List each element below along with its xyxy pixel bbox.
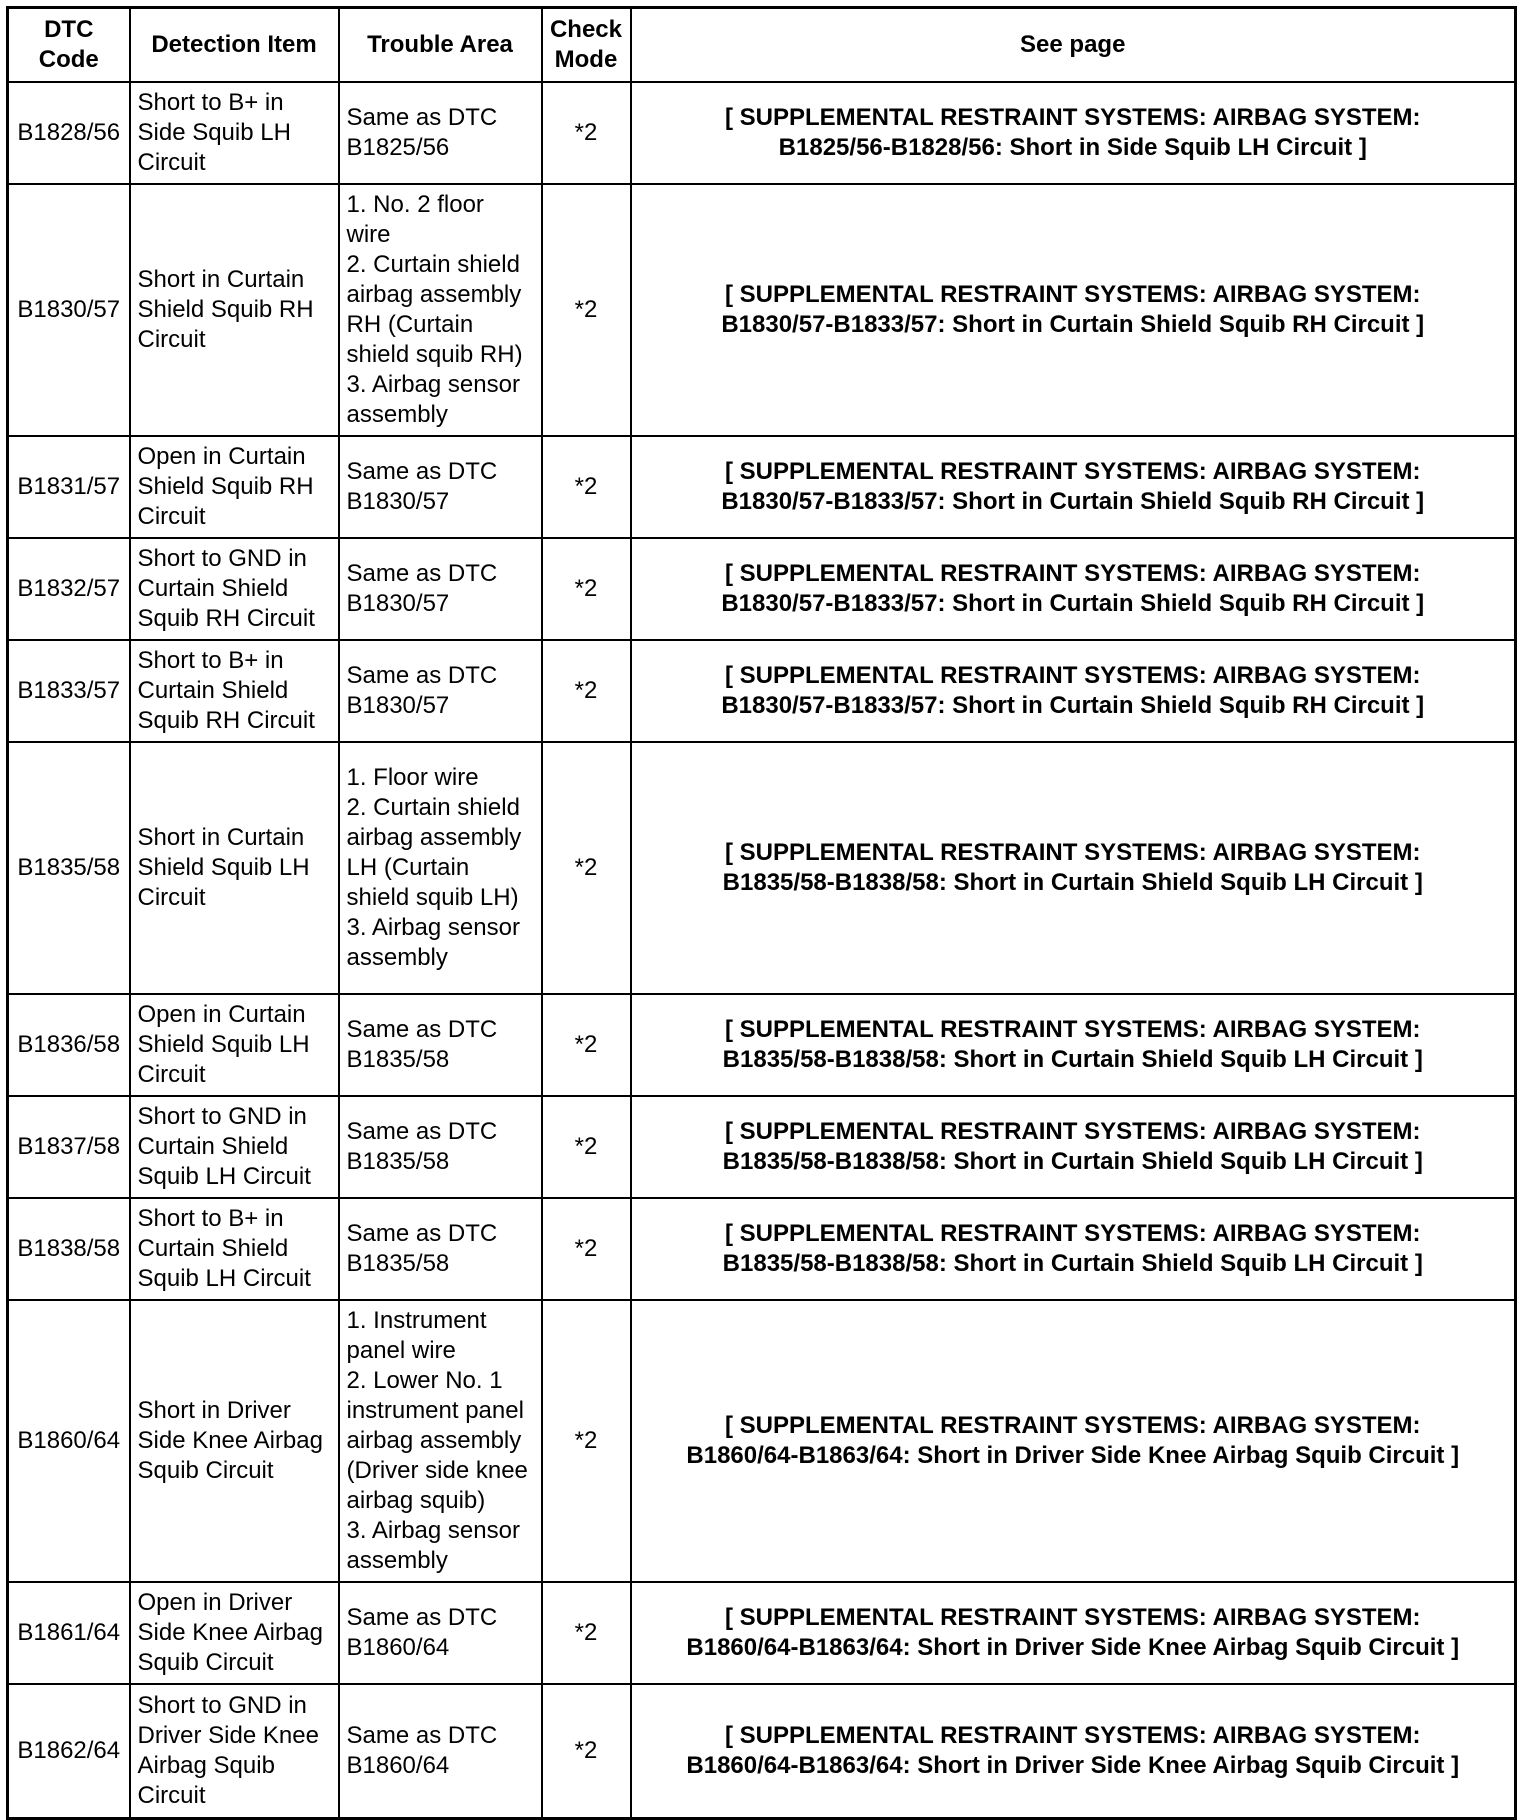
detection-item: Open in Driver Side Knee Airbag Squib Circuit	[137, 1589, 323, 1676]
check-mode-cell	[542, 184, 631, 436]
see-page-link[interactable]: [ SUPPLEMENTAL RESTRAINT SYSTEMS: AIRBAG SYSTEM: B1860/64-B1863/64: Short in Driver Side Knee Airbag Squib Circuit ]	[686, 1604, 1460, 1661]
trouble-area-cell	[339, 184, 542, 436]
table-row	[8, 640, 1516, 742]
detection-item-cell	[130, 1684, 339, 1819]
check-mode: *2	[574, 854, 598, 881]
detection-item-cell	[130, 1300, 339, 1582]
trouble-area-cell	[339, 538, 542, 640]
see-page-cell	[631, 1684, 1516, 1819]
trouble-area-cell	[339, 82, 542, 184]
trouble-area: Same as DTC B1830/57	[346, 560, 498, 617]
trouble-area-cell	[339, 1300, 542, 1582]
dtc-code: B1830/57	[17, 296, 121, 323]
detection-item: Short to B+ in Side Squib LH Circuit	[137, 89, 291, 176]
see-page-cell	[631, 1300, 1516, 1582]
detection-item: Short in Curtain Shield Squib RH Circuit	[137, 266, 314, 353]
table-row	[8, 1684, 1516, 1819]
detection-item-cell	[130, 184, 339, 436]
trouble-area: Same as DTC B1825/56	[346, 104, 498, 161]
see-page-cell	[631, 994, 1516, 1096]
dtc-code: B1833/57	[17, 677, 121, 704]
trouble-area: Same as DTC B1835/58	[346, 1118, 498, 1175]
col-header-see-page: See page	[631, 8, 1516, 83]
check-mode-cell	[542, 538, 631, 640]
see-page-cell	[631, 436, 1516, 538]
see-page-link[interactable]: [ SUPPLEMENTAL RESTRAINT SYSTEMS: AIRBAG SYSTEM: B1860/64-B1863/64: Short in Driver Side Knee Airbag Squib Circuit ]	[686, 1412, 1460, 1469]
trouble-area: Same as DTC B1860/64	[346, 1604, 498, 1661]
see-page-cell	[631, 82, 1516, 184]
table-row	[8, 1198, 1516, 1300]
detection-item: Short to B+ in Curtain Shield Squib RH Circuit	[137, 647, 315, 734]
detection-item-cell	[130, 1198, 339, 1300]
trouble-area: Same as DTC B1830/57	[346, 458, 498, 515]
dtc-code-cell	[8, 1096, 130, 1198]
check-mode-cell	[542, 994, 631, 1096]
see-page-link[interactable]: [ SUPPLEMENTAL RESTRAINT SYSTEMS: AIRBAG SYSTEM: B1830/57-B1833/57: Short in Curtain Shield Squib RH Circuit ]	[721, 458, 1425, 515]
check-mode: *2	[574, 575, 598, 602]
detection-item-cell	[130, 1096, 339, 1198]
see-page-cell	[631, 1096, 1516, 1198]
see-page-cell	[631, 1582, 1516, 1684]
col-header-detection-item: Detection Item	[130, 8, 339, 83]
dtc-code-cell	[8, 1582, 130, 1684]
trouble-area-cell	[339, 1096, 542, 1198]
dtc-code: B1835/58	[17, 854, 121, 881]
table-row	[8, 184, 1516, 436]
check-mode-cell	[542, 640, 631, 742]
check-mode-cell	[542, 1096, 631, 1198]
dtc-code-cell	[8, 640, 130, 742]
dtc-code-cell	[8, 994, 130, 1096]
dtc-code: B1862/64	[17, 1737, 121, 1764]
table-row	[8, 994, 1516, 1096]
check-mode-cell	[542, 742, 631, 994]
trouble-area: 1. Floor wire 2. Curtain shield airbag assembly LH (Curtain shield squib LH) 3. Airbag sensor assembly	[346, 764, 522, 971]
see-page-cell	[631, 1198, 1516, 1300]
header-row	[8, 8, 1516, 83]
detection-item: Open in Curtain Shield Squib LH Circuit	[137, 1001, 310, 1088]
dtc-code-cell	[8, 1684, 130, 1819]
detection-item: Short in Curtain Shield Squib LH Circuit	[137, 824, 310, 911]
trouble-area: Same as DTC B1860/64	[346, 1722, 498, 1779]
detection-item: Short to GND in Curtain Shield Squib RH Circuit	[137, 545, 315, 632]
dtc-code: B1838/58	[17, 1235, 121, 1262]
dtc-code-cell	[8, 184, 130, 436]
table-header	[8, 8, 1516, 83]
dtc-code: B1861/64	[17, 1619, 121, 1646]
dtc-code-cell	[8, 1300, 130, 1582]
see-page-link[interactable]: [ SUPPLEMENTAL RESTRAINT SYSTEMS: AIRBAG SYSTEM: B1835/58-B1838/58: Short in Curtain Shield Squib LH Circuit ]	[722, 1118, 1423, 1175]
dtc-code: B1828/56	[17, 119, 121, 146]
dtc-code: B1836/58	[17, 1031, 121, 1058]
detection-item: Short to B+ in Curtain Shield Squib LH Circuit	[137, 1205, 311, 1292]
check-mode-cell	[542, 82, 631, 184]
detection-item: Open in Curtain Shield Squib RH Circuit	[137, 443, 314, 530]
see-page-link[interactable]: [ SUPPLEMENTAL RESTRAINT SYSTEMS: AIRBAG SYSTEM: B1860/64-B1863/64: Short in Driver Side Knee Airbag Squib Circuit ]	[686, 1722, 1460, 1779]
check-mode: *2	[574, 1235, 598, 1262]
check-mode: *2	[574, 1619, 598, 1646]
check-mode: *2	[574, 1737, 598, 1764]
table-row	[8, 82, 1516, 184]
detection-item: Short to GND in Curtain Shield Squib LH Circuit	[137, 1103, 311, 1190]
trouble-area: 1. Instrument panel wire 2. Lower No. 1 instrument panel airbag assembly (Driver side knee airbag squib) 3. Airbag sensor assembly	[346, 1307, 528, 1574]
dtc-code: B1831/57	[17, 473, 121, 500]
trouble-area-cell	[339, 1684, 542, 1819]
trouble-area: Same as DTC B1835/58	[346, 1016, 498, 1073]
detection-item-cell	[130, 82, 339, 184]
dtc-code: B1860/64	[17, 1427, 121, 1454]
check-mode-cell	[542, 1300, 631, 1582]
check-mode-cell	[542, 1582, 631, 1684]
dtc-code-cell	[8, 742, 130, 994]
table-body	[8, 82, 1516, 1819]
trouble-area: Same as DTC B1835/58	[346, 1220, 498, 1277]
col-header-dtc-code: DTC Code	[8, 8, 130, 83]
see-page-link[interactable]: [ SUPPLEMENTAL RESTRAINT SYSTEMS: AIRBAG SYSTEM: B1830/57-B1833/57: Short in Curtain Shield Squib RH Circuit ]	[721, 281, 1425, 338]
table-row	[8, 742, 1516, 994]
detection-item: Short to GND in Driver Side Knee Airbag Squib Circuit	[137, 1692, 319, 1809]
detection-item-cell	[130, 742, 339, 994]
table-row	[8, 538, 1516, 640]
table-row	[8, 1096, 1516, 1198]
see-page-link[interactable]: [ SUPPLEMENTAL RESTRAINT SYSTEMS: AIRBAG SYSTEM: B1835/58-B1838/58: Short in Curtain Shield Squib LH Circuit ]	[722, 1220, 1423, 1277]
check-mode-cell	[542, 1198, 631, 1300]
see-page-link[interactable]: [ SUPPLEMENTAL RESTRAINT SYSTEMS: AIRBAG SYSTEM: B1835/58-B1838/58: Short in Curtain Shield Squib LH Circuit ]	[722, 839, 1423, 896]
check-mode: *2	[574, 677, 598, 704]
check-mode: *2	[574, 1133, 598, 1160]
dtc-code: B1832/57	[17, 575, 121, 602]
dtc-code-cell	[8, 1198, 130, 1300]
table-row	[8, 1582, 1516, 1684]
check-mode: *2	[574, 1427, 598, 1454]
detection-item-cell	[130, 994, 339, 1096]
check-mode: *2	[574, 296, 598, 323]
table-row	[8, 436, 1516, 538]
see-page-link[interactable]: [ SUPPLEMENTAL RESTRAINT SYSTEMS: AIRBAG SYSTEM: B1830/57-B1833/57: Short in Curtain Shield Squib RH Circuit ]	[721, 662, 1425, 719]
detection-item-cell	[130, 1582, 339, 1684]
see-page-link[interactable]: [ SUPPLEMENTAL RESTRAINT SYSTEMS: AIRBAG SYSTEM: B1830/57-B1833/57: Short in Curtain Shield Squib RH Circuit ]	[721, 560, 1425, 617]
detection-item: Short in Driver Side Knee Airbag Squib Circuit	[137, 1397, 323, 1484]
see-page-cell	[631, 184, 1516, 436]
see-page-cell	[631, 538, 1516, 640]
see-page-link[interactable]: [ SUPPLEMENTAL RESTRAINT SYSTEMS: AIRBAG SYSTEM: B1835/58-B1838/58: Short in Curtain Shield Squib LH Circuit ]	[722, 1016, 1423, 1073]
detection-item-cell	[130, 436, 339, 538]
dtc-code-cell	[8, 436, 130, 538]
trouble-area: 1. No. 2 floor wire 2. Curtain shield airbag assembly RH (Curtain shield squib RH) 3. Airbag sensor assembly	[346, 191, 523, 428]
trouble-area-cell	[339, 1198, 542, 1300]
check-mode: *2	[574, 1031, 598, 1058]
trouble-area-cell	[339, 436, 542, 538]
check-mode-cell	[542, 1684, 631, 1819]
trouble-area-cell	[339, 640, 542, 742]
col-header-trouble-area: Trouble Area	[339, 8, 542, 83]
trouble-area-cell	[339, 1582, 542, 1684]
dtc-code-cell	[8, 538, 130, 640]
see-page-link[interactable]: [ SUPPLEMENTAL RESTRAINT SYSTEMS: AIRBAG SYSTEM: B1825/56-B1828/56: Short in Side Squib LH Circuit ]	[724, 104, 1421, 161]
check-mode: *2	[574, 473, 598, 500]
trouble-area-cell	[339, 994, 542, 1096]
dtc-code: B1837/58	[17, 1133, 121, 1160]
trouble-area: Same as DTC B1830/57	[346, 662, 498, 719]
detection-item-cell	[130, 538, 339, 640]
check-mode: *2	[574, 119, 598, 146]
detection-item-cell	[130, 640, 339, 742]
see-page-cell	[631, 640, 1516, 742]
dtc-table	[6, 6, 1517, 1820]
check-mode-cell	[542, 436, 631, 538]
table-row	[8, 1300, 1516, 1582]
col-header-check-mode: Check Mode	[542, 8, 631, 83]
dtc-code-cell	[8, 82, 130, 184]
trouble-area-cell	[339, 742, 542, 994]
see-page-cell	[631, 742, 1516, 994]
